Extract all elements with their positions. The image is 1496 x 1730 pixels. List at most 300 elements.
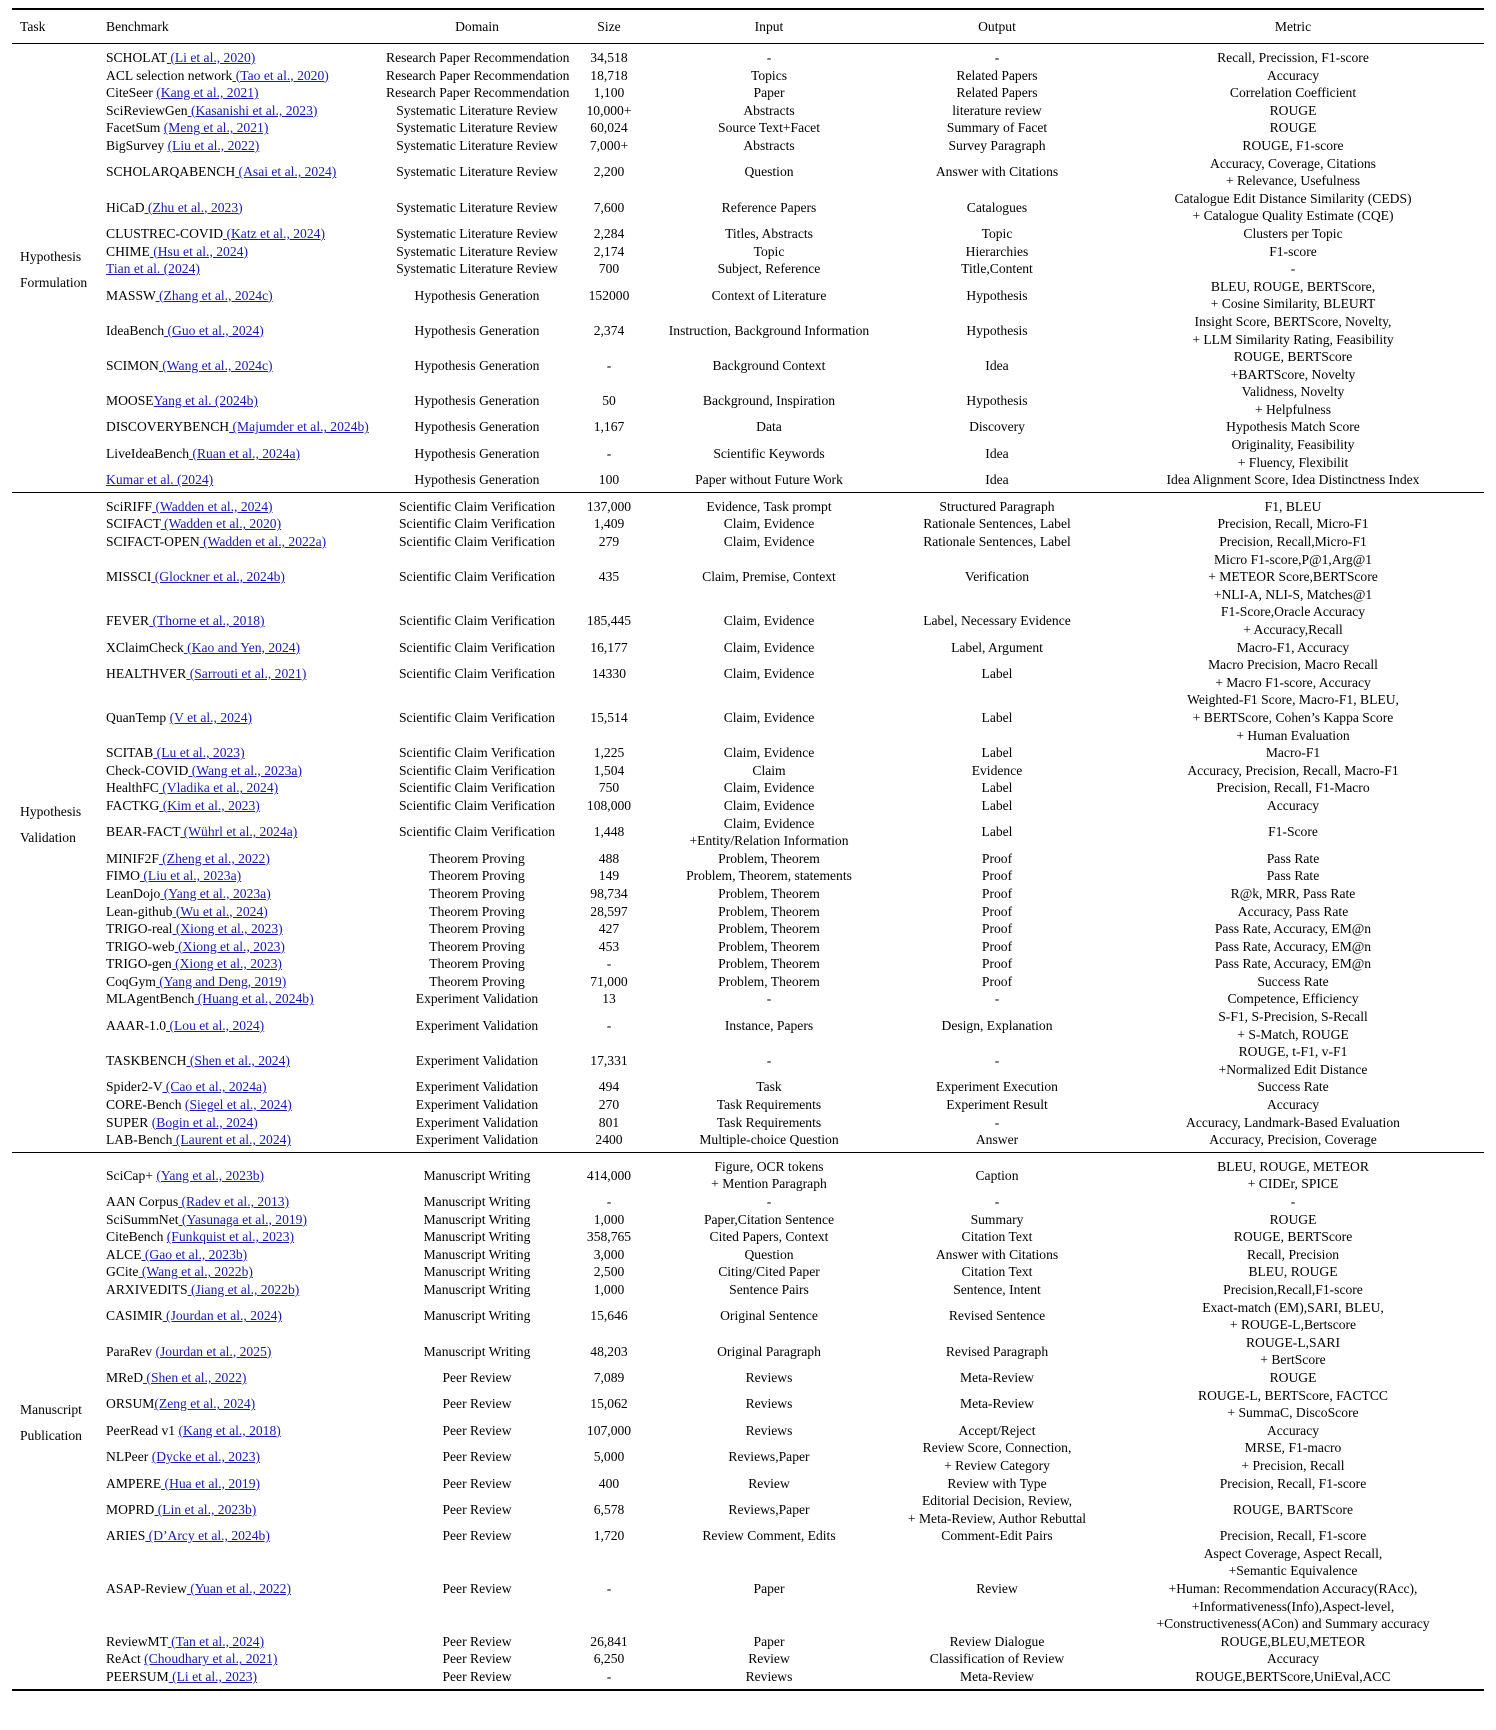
table-row xyxy=(12,1008,1484,1043)
metric-line: ROUGE,BLEU,METEOR xyxy=(1220,1633,1366,1649)
citation-link[interactable]: (Gao et al., 2023b) xyxy=(141,1246,248,1262)
citation-link[interactable]: (Zeng et al., 2024) xyxy=(154,1396,256,1412)
input-cell xyxy=(646,383,892,418)
size-cell: 435 xyxy=(598,569,620,585)
metric-cell xyxy=(1102,260,1484,278)
domain-cell: Scientific Claim Verification xyxy=(398,569,556,585)
input-cell xyxy=(646,815,892,850)
size-cell: 1,000 xyxy=(593,1281,625,1297)
output-line: Label xyxy=(981,709,1013,725)
output-cell xyxy=(892,418,1102,436)
input-cell xyxy=(646,190,892,225)
table-row xyxy=(12,1246,1484,1264)
task-label-line: Publication xyxy=(20,1428,82,1444)
metric-line: Hypothesis Match Score xyxy=(1226,419,1360,435)
metric-cell xyxy=(1102,418,1484,436)
citation-link[interactable]: (Huang et al., 2024b) xyxy=(194,991,314,1007)
citation-link[interactable]: (Funkquist et al., 2023) xyxy=(166,1229,295,1245)
output-cell xyxy=(892,436,1102,471)
citation-link[interactable]: (Ruan et al., 2024a) xyxy=(189,445,301,461)
metric-line: + Fluency, Flexibilit xyxy=(1237,454,1349,470)
input-line: +Entity/Relation Information xyxy=(689,833,849,849)
benchmark-name: FACTKG xyxy=(106,797,160,813)
input-cell xyxy=(646,1131,892,1152)
metric-line: +Informativeness(Info),Aspect-level, xyxy=(1191,1598,1395,1614)
metric-line: +NLI-A, NLI-S, Matches@1 xyxy=(1213,586,1373,602)
benchmark-cell xyxy=(102,515,382,533)
table-row xyxy=(12,119,1484,137)
domain-cell: Manuscript Writing xyxy=(423,1343,531,1359)
metric-cell xyxy=(1102,656,1484,691)
input-cell xyxy=(646,67,892,85)
output-line: Citation Text xyxy=(961,1229,1033,1245)
citation-link[interactable]: (Yang and Deng, 2019) xyxy=(155,973,287,989)
benchmark-cell xyxy=(102,492,382,515)
citation-link[interactable]: (Xiong et al., 2023) xyxy=(171,956,282,972)
table-row xyxy=(12,1334,1484,1369)
benchmark-cell xyxy=(102,850,382,868)
citation-link[interactable]: (Guo et al., 2024) xyxy=(164,322,264,338)
output-line: Hypothesis xyxy=(966,287,1028,303)
citation-link[interactable]: (Yuan et al., 2022) xyxy=(186,1581,292,1597)
citation-link[interactable]: (Katz et al., 2024) xyxy=(223,225,325,241)
size-cell: 2,174 xyxy=(593,243,625,259)
input-line: Task xyxy=(756,1079,782,1095)
citation-link[interactable]: (Wadden et al., 2022a) xyxy=(199,534,327,550)
benchmark-cell xyxy=(102,551,382,604)
input-cell xyxy=(646,1668,892,1690)
input-line: Paper,Citation Sentence xyxy=(703,1211,835,1227)
table-row xyxy=(12,779,1484,797)
metric-cell xyxy=(1102,44,1484,67)
input-cell xyxy=(646,973,892,991)
benchmark-cell xyxy=(102,779,382,797)
input-line: Paper xyxy=(753,85,785,101)
domain-cell: Manuscript Writing xyxy=(423,1211,531,1227)
citation-link[interactable]: (Radev et al., 2013) xyxy=(178,1194,290,1209)
benchmark-cell xyxy=(102,815,382,850)
input-line: Claim, Evidence xyxy=(723,780,815,796)
input-line: Paper xyxy=(753,1633,785,1649)
input-line: Claim, Evidence xyxy=(723,534,815,550)
table-row xyxy=(12,885,1484,903)
benchmark-cell xyxy=(102,973,382,991)
input-cell xyxy=(646,990,892,1008)
input-cell xyxy=(646,1439,892,1474)
metric-line: BLEU, ROUGE, BERTScore, xyxy=(1210,278,1376,294)
table-row xyxy=(12,190,1484,225)
benchmark-cell xyxy=(102,1650,382,1668)
citation-link[interactable]: (Bogin et al., 2024) xyxy=(151,1114,258,1130)
table-row xyxy=(12,102,1484,120)
metric-cell xyxy=(1102,1246,1484,1264)
metric-cell xyxy=(1102,1008,1484,1043)
citation-link[interactable]: (Lu et al., 2023) xyxy=(153,745,245,761)
size-cell: 28,597 xyxy=(590,903,628,919)
task-cell xyxy=(12,44,102,493)
benchmark-name: ReAct xyxy=(106,1651,145,1667)
metric-line: Accuracy xyxy=(1266,1651,1320,1667)
size-cell: 137,000 xyxy=(586,498,632,514)
benchmark-name: ReviewMT xyxy=(106,1633,168,1649)
input-line: Reviews,Paper xyxy=(728,1449,810,1465)
benchmark-name: ARXIVEDITS xyxy=(106,1281,188,1297)
citation-link[interactable]: (Liu et al., 2023a) xyxy=(140,868,242,884)
size-cell: 1,167 xyxy=(593,419,625,435)
table-row xyxy=(12,1439,1484,1474)
citation-link[interactable]: (Zheng et al., 2022) xyxy=(158,850,270,866)
metric-line: Precision, Recall,Micro-F1 xyxy=(1219,534,1367,550)
header-output: Output xyxy=(978,18,1016,34)
benchmark-name: CLUSTREC-COVID xyxy=(106,225,224,241)
metric-cell xyxy=(1102,1422,1484,1440)
size-cell: 7,600 xyxy=(593,199,625,215)
citation-link[interactable]: (Zhu et al., 2023) xyxy=(144,199,243,215)
metric-line: Competence, Efficiency xyxy=(1227,991,1359,1007)
benchmark-table xyxy=(12,8,1484,1691)
input-cell xyxy=(646,920,892,938)
citation-link[interactable]: (Asai et al., 2024) xyxy=(235,164,337,180)
output-line: Structured Paragraph xyxy=(939,498,1055,514)
citation-link[interactable]: (Kang et al., 2018) xyxy=(178,1422,281,1438)
size-cell: 414,000 xyxy=(586,1167,632,1183)
domain-cell: Peer Review xyxy=(442,1651,512,1667)
input-line: Context of Literature xyxy=(711,287,827,303)
citation-link[interactable]: (Wadden et al., 2020) xyxy=(160,516,282,532)
size-cell: 13 xyxy=(602,991,616,1007)
benchmark-cell xyxy=(102,603,382,638)
benchmark-name: HiCaD xyxy=(106,199,145,215)
benchmark-cell xyxy=(102,1228,382,1246)
benchmark-name: BEAR-FACT xyxy=(106,824,181,840)
output-line: Editorial Decision, Review, xyxy=(921,1493,1073,1509)
metric-cell xyxy=(1102,383,1484,418)
citation-link[interactable]: (Zhang et al., 2024c) xyxy=(155,287,273,303)
benchmark-cell xyxy=(102,383,382,418)
benchmark-name: MASSW xyxy=(106,287,156,303)
metric-cell xyxy=(1102,278,1484,313)
metric-cell xyxy=(1102,1387,1484,1422)
table-row xyxy=(12,955,1484,973)
citation-link[interactable]: (Jourdan et al., 2024) xyxy=(162,1308,282,1324)
output-line: Review with Type xyxy=(947,1475,1047,1491)
size-cell: 107,000 xyxy=(586,1422,632,1438)
metric-cell xyxy=(1102,1211,1484,1229)
input-cell xyxy=(646,119,892,137)
size-cell: - xyxy=(606,1017,612,1033)
table-row xyxy=(12,656,1484,691)
table-row xyxy=(12,762,1484,780)
output-cell xyxy=(892,551,1102,604)
input-line: Claim, Evidence xyxy=(723,516,815,532)
citation-link[interactable]: (Dycke et al., 2023) xyxy=(151,1449,261,1465)
metric-line: Accuracy xyxy=(1266,1097,1320,1113)
citation-link[interactable]: (Wang et al., 2022b) xyxy=(138,1264,253,1280)
metric-cell xyxy=(1102,67,1484,85)
metric-cell xyxy=(1102,155,1484,190)
benchmark-cell xyxy=(102,67,382,85)
metric-line: + Relevance, Usefulness xyxy=(1225,173,1361,189)
size-cell: 1,225 xyxy=(593,745,625,761)
header-task: Task xyxy=(20,18,46,34)
output-line: Label, Argument xyxy=(951,639,1043,655)
benchmark-cell xyxy=(102,471,382,492)
output-line: - xyxy=(994,1114,1000,1130)
size-cell: - xyxy=(606,357,612,373)
domain-cell: Experiment Validation xyxy=(415,1053,539,1069)
metric-cell xyxy=(1102,779,1484,797)
size-cell: 16,177 xyxy=(590,639,628,655)
output-cell xyxy=(892,1492,1102,1527)
citation-link[interactable]: (Lou et al., 2024) xyxy=(166,1017,265,1033)
citation-link[interactable]: (Xiong et al., 2023) xyxy=(172,921,283,937)
citation-link[interactable]: (Wührl et al., 2024a) xyxy=(180,824,298,840)
output-line: Related Papers xyxy=(956,85,1038,101)
benchmark-cell xyxy=(102,1096,382,1114)
table-row xyxy=(12,973,1484,991)
benchmark-name: TRIGO-real xyxy=(106,921,173,937)
input-line: - xyxy=(766,991,772,1007)
citation-link[interactable]: (Li et al., 2023) xyxy=(168,1669,258,1685)
input-cell xyxy=(646,955,892,973)
input-line: Claim, Evidence xyxy=(723,745,815,761)
metric-line: BLEU, ROUGE, METEOR xyxy=(1217,1158,1369,1174)
size-cell: 26,841 xyxy=(590,1633,628,1649)
citation-link[interactable]: (Choudhary et al., 2021) xyxy=(144,1651,278,1667)
citation-link[interactable]: (Shen et al., 2022) xyxy=(143,1369,247,1385)
output-cell xyxy=(892,44,1102,67)
citation-link[interactable]: (Wang et al., 2024c) xyxy=(158,357,273,373)
size-cell: 1,100 xyxy=(593,85,625,101)
size-cell: 453 xyxy=(598,938,620,954)
metric-line: MRSE, F1-macro xyxy=(1244,1440,1342,1456)
size-cell: 48,203 xyxy=(590,1343,628,1359)
benchmark-name: SUPER xyxy=(106,1114,152,1130)
input-cell xyxy=(646,278,892,313)
citation-link[interactable]: (V et al., 2024) xyxy=(169,709,253,725)
citation-link[interactable]: (Lin et al., 2023b) xyxy=(154,1501,257,1517)
citation-link[interactable]: Yang et al. (2024b) xyxy=(153,393,258,409)
citation-link[interactable]: (Li et al., 2020) xyxy=(166,50,256,65)
metric-cell xyxy=(1102,436,1484,471)
output-line: + Review Category xyxy=(944,1457,1050,1473)
output-cell xyxy=(892,885,1102,903)
table-row xyxy=(12,137,1484,155)
citation-link[interactable]: (Hua et al., 2019) xyxy=(161,1475,261,1491)
citation-link[interactable]: (Kang et al., 2021) xyxy=(156,85,259,101)
input-cell xyxy=(646,639,892,657)
input-line: Reviews,Paper xyxy=(728,1501,810,1517)
input-cell xyxy=(646,603,892,638)
size-cell: 149 xyxy=(598,868,620,884)
output-line: Idea xyxy=(985,472,1009,488)
metric-line: S-F1, S-Precision, S-Recall xyxy=(1218,1009,1368,1025)
metric-cell xyxy=(1102,1096,1484,1114)
domain-cell: Peer Review xyxy=(442,1369,512,1385)
citation-link[interactable]: (Tao et al., 2020) xyxy=(232,67,329,83)
citation-link[interactable]: (Jourdan et al., 2025) xyxy=(155,1343,272,1359)
size-cell: 34,518 xyxy=(590,50,628,65)
citation-link[interactable]: (Yang et al., 2023a) xyxy=(160,885,271,901)
metric-line: Accuracy xyxy=(1266,67,1320,83)
citation-link[interactable]: (Liu et al., 2022) xyxy=(167,137,260,153)
metric-line: Precision, Recall, F1-score xyxy=(1219,1528,1367,1544)
domain-cell: Peer Review xyxy=(442,1669,512,1685)
metric-cell xyxy=(1102,1545,1484,1633)
output-line: + Meta-Review, Author Rebuttal xyxy=(907,1510,1087,1526)
benchmark-name: AAN Corpus xyxy=(106,1194,179,1209)
input-cell xyxy=(646,1228,892,1246)
input-cell xyxy=(646,762,892,780)
output-cell xyxy=(892,471,1102,492)
citation-link[interactable]: (Glockner et al., 2024b) xyxy=(151,569,285,585)
metric-cell xyxy=(1102,1281,1484,1299)
citation-link[interactable]: (Kao and Yen, 2024) xyxy=(183,639,301,655)
table-row xyxy=(12,67,1484,85)
output-line: Revised Paragraph xyxy=(945,1343,1049,1359)
citation-link[interactable]: (Sarrouti et al., 2021) xyxy=(186,665,307,681)
metric-line: Recall, Precission, F1-score xyxy=(1217,50,1369,65)
output-cell xyxy=(892,383,1102,418)
size-cell: 358,765 xyxy=(586,1229,632,1245)
metric-cell xyxy=(1102,551,1484,604)
metric-cell xyxy=(1102,1633,1484,1651)
benchmark-name: AMPERE xyxy=(106,1475,162,1491)
output-line: Idea xyxy=(985,357,1009,373)
metric-cell xyxy=(1102,744,1484,762)
citation-link[interactable]: Kumar et al. (2024) xyxy=(106,472,214,488)
size-cell: 2,500 xyxy=(593,1264,625,1280)
domain-cell: Scientific Claim Verification xyxy=(398,613,556,629)
size-cell: 60,024 xyxy=(590,120,628,136)
benchmark-name: CoqGym xyxy=(106,973,156,989)
domain-cell: Manuscript Writing xyxy=(423,1167,531,1183)
metric-line: + Human Evaluation xyxy=(1236,727,1350,743)
output-cell xyxy=(892,1369,1102,1387)
metric-cell xyxy=(1102,1439,1484,1474)
benchmark-name: LAB-Bench xyxy=(106,1132,173,1148)
size-cell: 2,374 xyxy=(593,322,625,338)
citation-link[interactable]: (Jiang et al., 2022b) xyxy=(187,1281,300,1297)
benchmark-name: FacetSum xyxy=(106,120,164,136)
size-cell: 1,409 xyxy=(593,516,625,532)
citation-link[interactable]: (Yasunaga et al., 2019) xyxy=(178,1211,308,1227)
benchmark-name: HEALTHVER xyxy=(106,665,187,681)
citation-link[interactable]: (Meng et al., 2021) xyxy=(163,120,269,136)
task-label-line: Formulation xyxy=(20,275,88,291)
domain-cell: Peer Review xyxy=(442,1396,512,1412)
output-cell xyxy=(892,1334,1102,1369)
input-cell xyxy=(646,102,892,120)
input-line: Claim, Evidence xyxy=(723,709,815,725)
citation-link[interactable]: (Siegel et al., 2024) xyxy=(184,1097,292,1113)
benchmark-cell xyxy=(102,1211,382,1229)
input-line: Background Context xyxy=(712,357,826,373)
metric-line: Precision, Recall, F1-Macro xyxy=(1216,780,1370,796)
metric-cell xyxy=(1102,1527,1484,1545)
benchmark-cell xyxy=(102,1193,382,1211)
metric-line: ROUGE-L,SARI xyxy=(1245,1334,1341,1350)
domain-cell: Experiment Validation xyxy=(415,1017,539,1033)
output-cell xyxy=(892,67,1102,85)
input-cell xyxy=(646,885,892,903)
domain-cell: Research Paper Recommendation xyxy=(386,50,570,65)
input-line: Reference Papers xyxy=(721,199,817,215)
output-line: Label xyxy=(981,797,1013,813)
citation-link[interactable]: (Majumder et al., 2024b) xyxy=(229,419,369,435)
size-cell: 100 xyxy=(598,472,620,488)
output-cell xyxy=(892,1096,1102,1114)
metric-line: ROUGE, F1-score xyxy=(1242,137,1344,153)
task-label-line: Validation xyxy=(20,829,76,845)
citation-link[interactable]: (Xiong et al., 2023) xyxy=(174,938,285,954)
citation-link[interactable]: (Kim et al., 2023) xyxy=(159,797,260,813)
input-cell xyxy=(646,418,892,436)
input-cell xyxy=(646,471,892,492)
metric-cell xyxy=(1102,348,1484,383)
citation-link[interactable]: (Wadden et al., 2024) xyxy=(152,498,273,514)
citation-link[interactable]: (Thorne et al., 2018) xyxy=(149,613,265,629)
input-cell xyxy=(646,1114,892,1132)
metric-cell xyxy=(1102,137,1484,155)
metric-line: ROUGE, BERTScore xyxy=(1233,349,1353,365)
output-line: Summary xyxy=(970,1211,1024,1227)
citation-link[interactable]: (Laurent et al., 2024) xyxy=(172,1132,291,1148)
metric-line: + BertScore xyxy=(1260,1352,1326,1368)
output-line: Review Score, Connection, xyxy=(922,1440,1072,1456)
benchmark-name: ARIES xyxy=(106,1528,146,1544)
citation-link[interactable]: (Hsu et al., 2024) xyxy=(149,243,248,259)
output-cell xyxy=(892,533,1102,551)
benchmark-name: TRIGO-gen xyxy=(106,956,172,972)
input-line: Problem, Theorem xyxy=(718,850,820,866)
citation-link[interactable]: (Shen et al., 2024) xyxy=(186,1053,290,1069)
task-label xyxy=(20,244,87,296)
citation-link[interactable]: (Cao et al., 2024a) xyxy=(162,1079,267,1095)
citation-link[interactable]: (Vladika et al., 2024) xyxy=(158,780,279,796)
size-cell: 2,200 xyxy=(593,164,625,180)
output-line: Hypothesis xyxy=(966,393,1028,409)
table-row xyxy=(12,1545,1484,1633)
citation-link[interactable]: (Yang et al., 2023b) xyxy=(156,1167,265,1183)
input-line: Instance, Papers xyxy=(724,1017,814,1033)
benchmark-cell xyxy=(102,190,382,225)
input-cell xyxy=(646,243,892,261)
output-cell xyxy=(892,155,1102,190)
citation-link[interactable]: (Tan et al., 2024) xyxy=(167,1633,265,1649)
domain-cell: Hypothesis Generation xyxy=(414,472,540,488)
benchmark-cell xyxy=(102,1131,382,1152)
table-row xyxy=(12,492,1484,515)
group-1 xyxy=(12,492,1484,1152)
benchmark-name: MINIF2F xyxy=(106,850,159,866)
citation-link[interactable]: (Wu et al., 2024) xyxy=(172,903,268,919)
benchmark-name: DISCOVERYBENCH xyxy=(106,419,230,435)
size-cell: 2400 xyxy=(595,1132,623,1148)
benchmark-cell xyxy=(102,1527,382,1545)
metric-cell xyxy=(1102,313,1484,348)
output-cell xyxy=(892,190,1102,225)
citation-link[interactable]: (Wang et al., 2023a) xyxy=(188,762,302,778)
benchmark-cell xyxy=(102,1439,382,1474)
input-cell xyxy=(646,938,892,956)
metric-cell xyxy=(1102,1193,1484,1211)
citation-link[interactable]: Tian et al. (2024) xyxy=(106,261,200,277)
citation-link[interactable]: (Kasanishi et al., 2023) xyxy=(187,102,318,118)
output-cell xyxy=(892,260,1102,278)
size-cell: 7,089 xyxy=(593,1369,625,1385)
citation-link[interactable]: (D’Arcy et al., 2024b) xyxy=(145,1528,270,1544)
